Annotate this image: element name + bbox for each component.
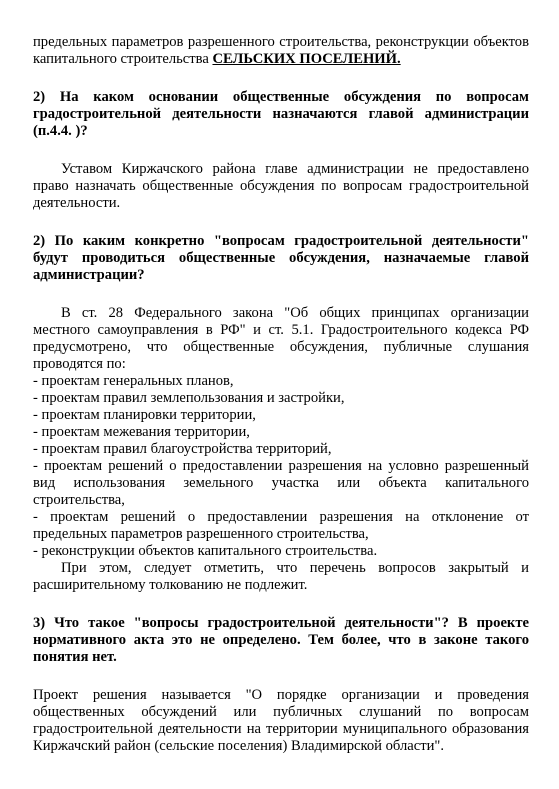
list-item: - проектам правил землепользования и застройки, xyxy=(33,390,529,407)
list-item: - проектам решений о предоставлении разрешения на отклонение от предельных параметров разрешенного строительства, xyxy=(33,509,529,543)
intro-paragraph xyxy=(33,34,529,68)
list-item: - проектам правил благоустройства территорий, xyxy=(33,441,529,458)
list-item: - проектам межевания территории, xyxy=(33,424,529,441)
question-2-conclusion: При этом, следует отметить, что перечень вопросов закрытый и расширительному толкованию не подлежит. xyxy=(33,560,529,593)
question-2-heading: 2) По каким конкретно "вопросам градостроительной деятельности" будут проводиться общественные обсуждения, назначаемые главой администрации? xyxy=(33,233,529,283)
list-item: - проектам планировки территории, xyxy=(33,407,529,424)
question-2-list xyxy=(33,373,529,560)
spacer xyxy=(33,212,529,233)
question-1-heading: 2) На каком основании общественные обсуждения по вопросам градостроительной деятельности назначаются главой администрации (п.4.4. )? xyxy=(33,89,529,139)
question-2-answer-intro: В ст. 28 Федерального закона "Об общих принципах организации местного самоуправления в РФ" и ст. 5.1. Градостроительного кодекса РФ предусмотрено, что общественные обсуждения, публичные слушания проводятся по: xyxy=(33,305,529,372)
spacer xyxy=(33,68,529,89)
spacer xyxy=(33,284,529,305)
spacer xyxy=(33,140,529,161)
spacer xyxy=(33,594,529,615)
list-item: - проектам решений о предоставлении разрешения на условно разрешенный вид использования земельного участка или объекта капитального строительства, xyxy=(33,458,529,509)
list-item: - проектам генеральных планов, xyxy=(33,373,529,390)
question-3-heading: 3) Что такое "вопросы градостроительной деятельности"? В проекте нормативного акта это не определено. Тем более, что в законе такого понятия нет. xyxy=(33,615,529,665)
list-item: - реконструкции объектов капитального строительства. xyxy=(33,543,529,560)
question-1-answer: Уставом Киржачского района главе администрации не предоставлено право назначать общественные обсуждения по вопросам градостроительной деятельности. xyxy=(33,161,529,211)
intro-text: предельных параметров разрешенного строительства, реконструкции объектов капитального строительства xyxy=(33,34,529,67)
intro-emphasis: СЕЛЬСКИХ ПОСЕЛЕНИЙ. xyxy=(212,51,401,67)
question-3-answer: Проект решения называется "О порядке организации и проведения общественных обсуждений или публичных слушаний по вопросам градостроительной деятельности на территории муниципального образования Киржачский район (сельские поселения) Владимирской области". xyxy=(33,687,529,754)
spacer xyxy=(33,666,529,687)
